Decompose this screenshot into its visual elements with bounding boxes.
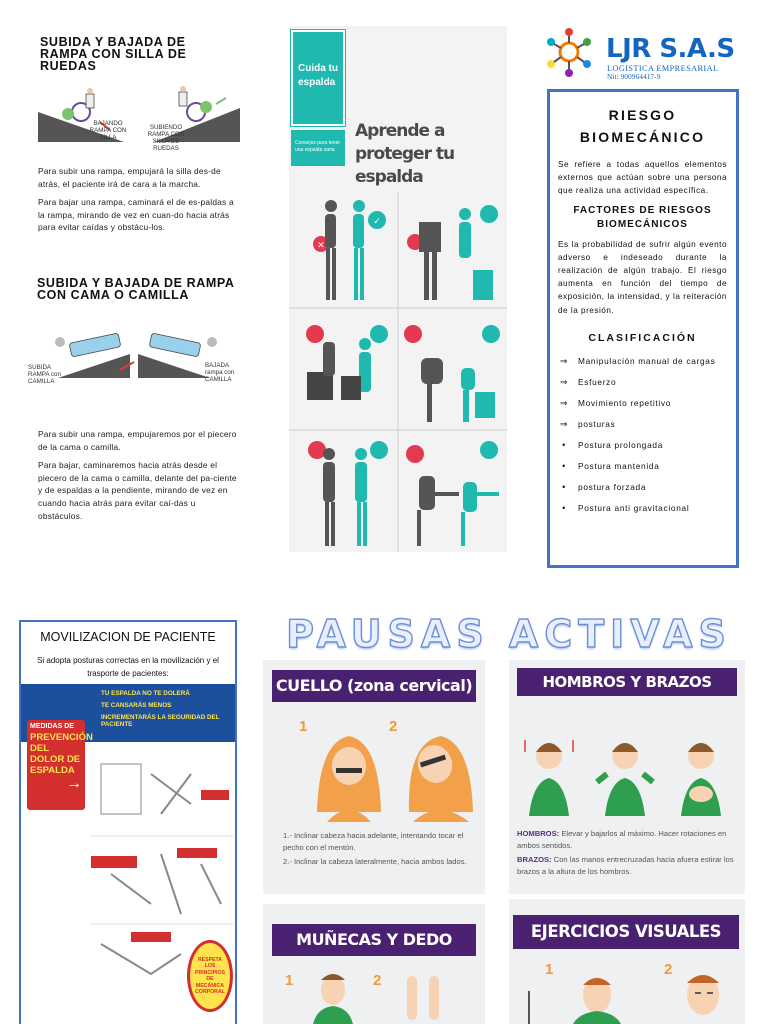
risk-class-list [558,351,727,519]
munecas-banner: MUÑECAS Y DEDO [272,924,476,956]
visuales-banner: EJERCICIOS VISUALES [513,915,739,949]
ramp-bed-down-label: BAJADA rampa con CAMILLA [205,362,235,383]
brazos-line [517,854,739,878]
prevencion-label: PREVENCIÓN DEL DOLOR DE ESPALDA [30,732,93,776]
poster-title: Aprende a proteger tu espalda [355,121,455,187]
poster-small-text: Consejos para tener una espalda sana [295,140,341,153]
cuello-text-2: 2.- Inclinar la cabeza lateralmente, hacia ambos lados. [283,857,467,866]
list-item: ⇒ Manipulación manual de cargas [559,355,716,366]
step-number: 2 [664,961,673,978]
prevention-badge [27,720,93,810]
poster-tag [291,30,345,126]
posture-illustrations [289,192,507,552]
arrow-right-icon: → [66,775,82,792]
respeta-text: RESPETA LOS PRINCIPIOS DE MECÁNICA CORPORAL [195,956,225,995]
risk-panel [547,89,739,568]
svg-text:✕: ✕ [317,240,325,250]
brazos-key: BRAZOS: [517,855,552,864]
benefit-2: TE CANSARÁS MENOS [101,702,172,709]
cuello-banner: CUELLO (zona cervical) [272,670,476,702]
list-item: ⇒ Movimiento repetitivo [559,397,672,408]
risk-class-title: CLASIFICACIÓN [588,331,697,344]
ramp-wheelchair-title: SUBIDA Y BAJADA DE RAMPA CON SILLA DE RUEDAS [40,35,187,73]
benefit-3: INCREMENTARÁS LA SEGURIDAD DEL PACIENTE [101,714,220,728]
patient-subtitle: Si adopta posturas correctas en la movilización y el trasporte de pacientes: [37,656,219,678]
hombros-key: HOMBROS: [517,829,560,838]
svg-text:✓: ✓ [373,216,381,226]
cuello-card [263,660,485,894]
patient-title: MOVILIZACION DE PACIENTE [40,630,216,644]
list-item: • Postura prolongada [562,439,664,450]
ramp-bed-p1: Para subir una rampa, empujaremos por el piecero de la cama o camilla. [38,429,237,452]
medidas-label: MEDIDAS DE [30,723,74,730]
poster-small-box [291,130,345,166]
list-item: • postura forzada [562,481,647,492]
hombros-text [517,828,739,878]
back-care-poster [289,26,507,552]
hombros-line [517,828,739,852]
ramp-down-label: BAJANDO RAMPA CON SILLA [89,120,127,141]
hombros-card [509,660,745,894]
risk-factors-text: Es la probabilidad de sufrir algún evento adverso e indeseado durante la realización de algún trabajo. El riesgo aumenta en función del tiempo de exposición, la intensidad, y la reiteración de la presión. [558,239,727,315]
ramp-bed-p2: Para bajar, caminaremos hacia atrás desde el piecero de la cama o camilla, delante del pa-ciente y de espaldas a la pendiente, mirando de vez en cuando hacia atrás para evitar caí-das u obstáculos. [38,460,237,521]
step-number: 1 [299,718,308,735]
shoulder-exercise-illustration [523,712,735,818]
risk-definition: Se refiere a todas aquellos elementos externos que actúan sobre una persona que realiza una actividad específica. [558,160,727,196]
step-number: 1 [545,961,554,978]
ramp-bed-title: SUBIDA Y BAJADA DE RAMPA CON CAMA O CAMILLA [37,276,235,302]
ramp-bed-up-label: SUBIDA RAMPA con CAMILLA [28,364,61,385]
list-item: • Postura anti gravitacional [562,502,690,513]
list-item: ⇒ posturas [559,418,616,429]
company-nit: Nit: 900964417-9 [607,72,661,81]
list-item: • Postura mantenida [562,460,660,471]
logo-icon [541,26,597,78]
ramp-wheelchair-p1: Para subir una rampa, empujará la silla des-de atrás, el paciente irá de cara a la marcha. [38,166,221,189]
munecas-card [263,904,485,1024]
ramp-bed-text [38,428,238,528]
brazos-desc: Con las manos entrecruzadas hacia afuera estirar los brazos a la altura de los hombros. [517,855,734,876]
hombros-desc: Elevar y bajarlos al máximo. Hacer rotaciones en ambos sentidos. [517,829,727,850]
benefit-1: TU ESPALDA NO TE DOLERÁ [101,690,190,697]
wrist-exercise-illustration [303,966,473,1024]
hombros-banner: HOMBROS Y BRAZOS [517,668,737,696]
risk-heading: RIESGO BIOMECÁNICO [579,107,706,145]
ramp-wheelchair-text [38,165,238,240]
risk-factors-title: FACTORES DE RIESGOS BIOMECÁNICOS [573,204,712,230]
list-item: ⇒ Esfuerzo [559,376,617,387]
company-name: LJR S.A.S [606,34,735,64]
visual-exercise-illustration [523,961,737,1024]
ramp-wheelchair-p2: Para bajar una rampa, caminará el de es-paldas a la rampa, mirando de vez en cuan-do hacia atrás para evitar caídas y obstácu-los. [38,197,234,233]
cuello-text-1: 1.- Inclinar cabeza hacia adelante, intentando tocar el pecho con el mentón. [283,831,464,852]
ramp-up-label: SUBIENDO RAMPA CON SILLA DE RUEDAS [147,124,185,152]
respeta-badge [187,940,233,1012]
step-number: 1 [285,972,294,989]
step-number: 2 [389,718,398,735]
step-number: 2 [373,972,382,989]
neck-exercise-illustration [309,722,479,822]
poster-tag-text: Cuida tu espalda [298,63,338,88]
patient-panel [19,620,237,1024]
visuales-card [509,899,745,1024]
company-tagline: LOGISTICA EMPRESARIAL [607,64,719,73]
ramp-wheelchair-illustration [36,86,242,148]
pausas-title: PAUSAS ACTIVAS [286,612,732,656]
